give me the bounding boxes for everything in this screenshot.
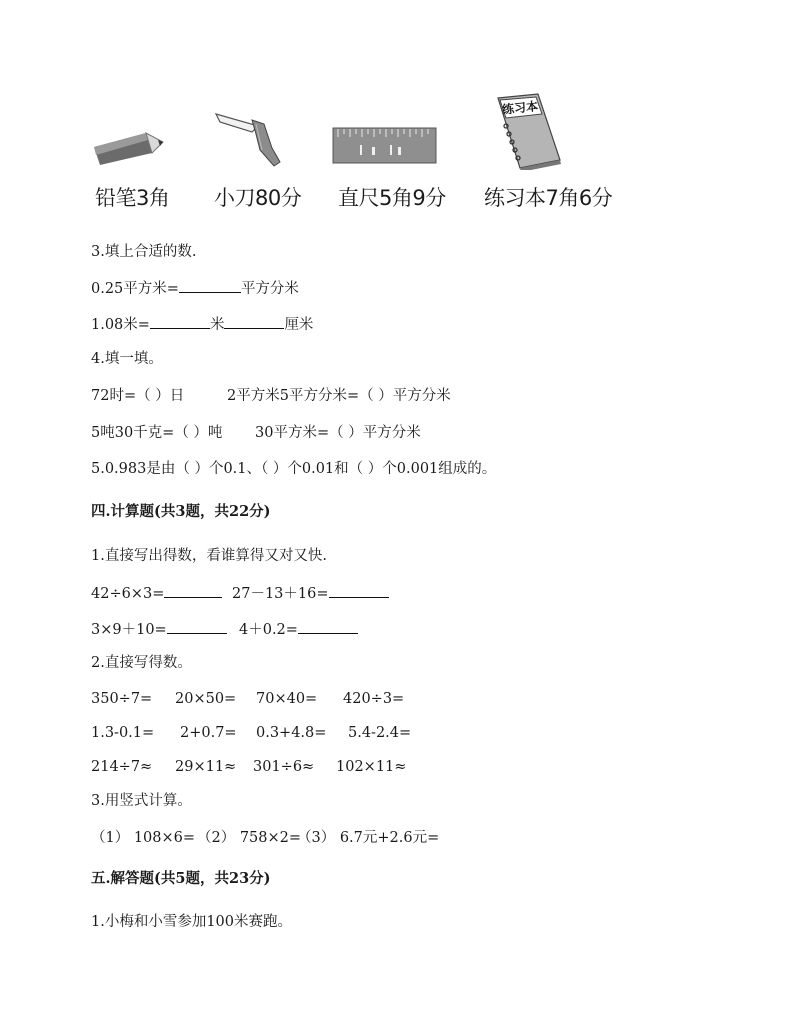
vertical-calc-item: （1） 108×6=	[91, 830, 196, 846]
vertical-calc-item: （3） 6.7元+2.6元=	[297, 830, 440, 846]
q4-a1: 72时=（ ）日	[91, 388, 185, 404]
q3-line1-unit: 平方分米	[240, 281, 299, 297]
q4-b2: 30平方米=（ ）平方分米	[255, 425, 421, 441]
calc-item: 5.4-2.4=	[348, 725, 412, 741]
q3-line2-unit1: 米	[209, 317, 225, 333]
q4-title: 4.填一填。	[91, 351, 163, 367]
pencil-caption: 铅笔3角	[95, 186, 170, 210]
answer-blank[interactable]	[150, 314, 210, 329]
q4-c: 5.0.983是由（ ）个0.1、（ ）个0.01和（ ）个0.001组成的。	[91, 461, 497, 477]
notebook-caption: 练习本7角6分	[484, 186, 613, 210]
calc-item: 1.3-0.1=	[91, 725, 155, 741]
section4-heading: 四.计算题(共3题，共22分)	[91, 503, 271, 520]
q4-b1: 5吨30千克=（ ）吨	[91, 425, 223, 441]
answer-blank[interactable]	[329, 583, 389, 598]
s4-q3-title: 3.用竖式计算。	[91, 793, 192, 809]
q3-line2-prefix: 1.08米=	[91, 317, 150, 333]
q3-line1	[91, 278, 299, 299]
notebook-cover-label: 练习本	[501, 99, 539, 117]
answer-blank[interactable]	[164, 583, 222, 598]
q4-a2: 2平方米5平方分米=（ ）平方分米	[227, 388, 451, 404]
section5-heading: 五.解答题(共5题，共23分)	[91, 870, 271, 887]
answer-blank[interactable]	[298, 619, 358, 634]
calc-item: 350÷7=	[91, 691, 153, 707]
answer-blank[interactable]	[224, 314, 284, 329]
s4-q1-c-text: 3×9＋10=	[91, 622, 167, 638]
s4-q1-b	[232, 583, 389, 604]
s4-q1-a-text: 42÷6×3=	[91, 586, 165, 602]
calc-item: 70×40=	[256, 691, 318, 707]
vertical-calc-item: （2） 758×2=	[197, 830, 302, 846]
calc-item: 0.3+4.8=	[256, 725, 327, 741]
s4-q2-title: 2.直接写得数。	[91, 655, 192, 671]
s4-q1-d-text: 4＋0.2=	[239, 622, 298, 638]
calc-item: 420÷3=	[343, 691, 405, 707]
calc-item: 301÷6≈	[253, 759, 315, 775]
s4-q1-d	[239, 619, 358, 640]
calc-item: 2+0.7=	[180, 725, 237, 741]
calc-item: 29×11≈	[175, 759, 237, 775]
calc-item: 214÷7≈	[91, 759, 153, 775]
ruler-caption: 直尺5角9分	[338, 186, 446, 210]
s5-q1-title: 1.小梅和小雪参加100米赛跑。	[91, 914, 293, 930]
calc-item: 102×11≈	[336, 759, 407, 775]
q3-title: 3.填上合适的数.	[91, 244, 197, 260]
answer-blank[interactable]	[167, 619, 227, 634]
s4-q1-c	[91, 619, 227, 640]
pencil-icon	[90, 125, 170, 170]
knife-icon	[212, 110, 287, 172]
s4-q1-title: 1.直接写出得数，看谁算得又对又快.	[91, 548, 327, 564]
answer-blank[interactable]	[179, 278, 241, 293]
ruler-icon	[332, 127, 437, 165]
knife-caption: 小刀80分	[214, 186, 302, 210]
q3-line2-unit2: 厘米	[284, 317, 314, 333]
s4-q1-b-text: 27－13＋16=	[232, 586, 329, 602]
calc-item: 20×50=	[175, 691, 237, 707]
q3-line1-prefix: 0.25平方米=	[91, 281, 179, 297]
q3-line2	[91, 314, 313, 335]
s4-q1-a	[91, 583, 222, 604]
